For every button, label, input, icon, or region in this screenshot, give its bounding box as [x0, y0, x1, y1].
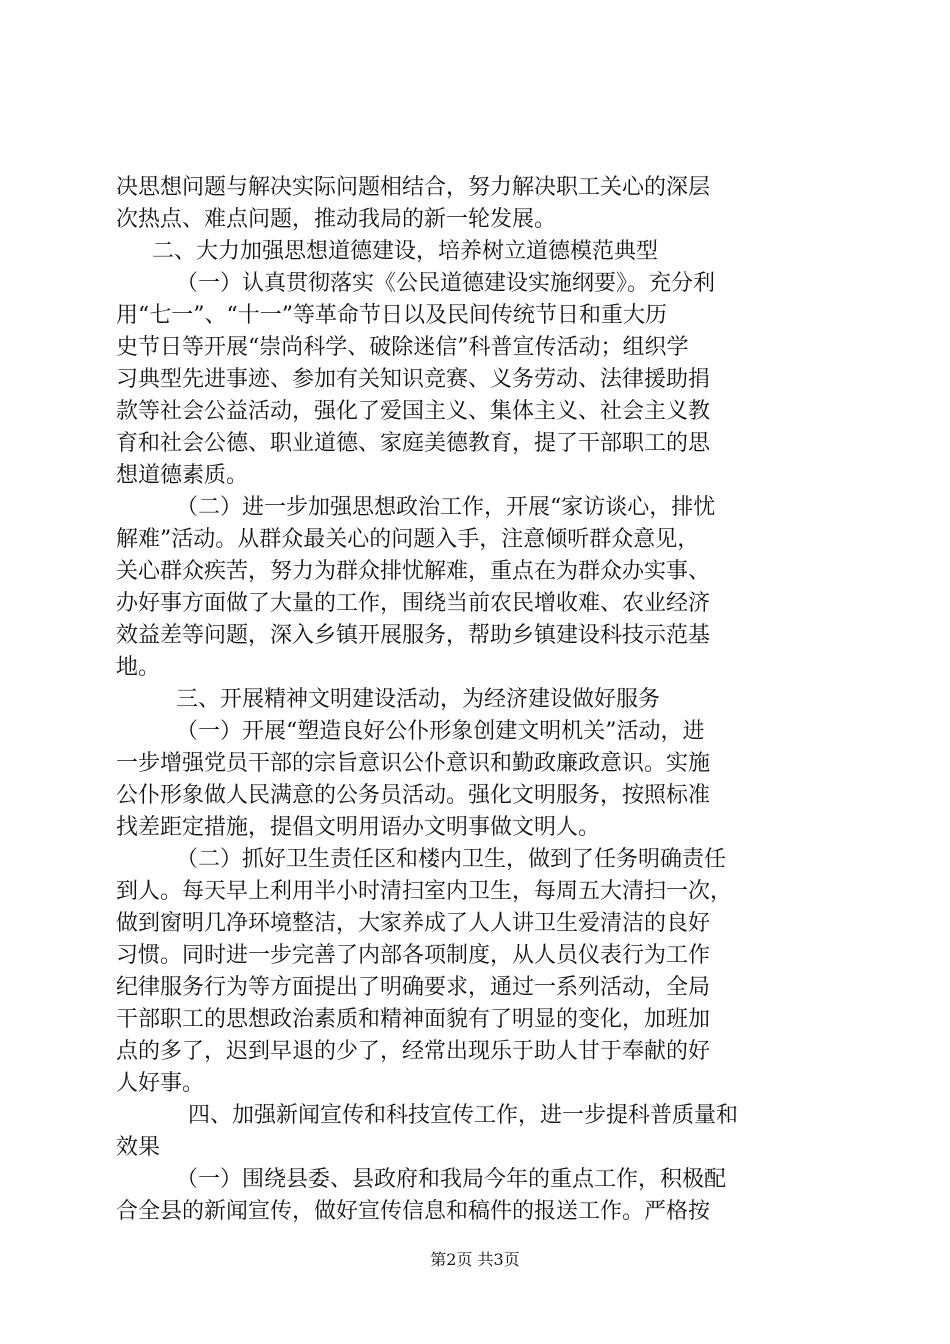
text-line: 习惯。同时进一步完善了内部各项制度，从人员仪表行为工作 [116, 943, 711, 968]
text-line: （一）开展“塑造良好公仆形象创建文明机关”活动，进 [176, 719, 705, 744]
text-line: 决思想问题与解决实际问题相结合，努力解决职工关心的深层 [116, 175, 711, 200]
text-line: 款等社会公益活动，强化了爱国主义、集体主义、社会主义教 [116, 399, 711, 424]
text-line: 效果 [116, 1135, 161, 1160]
text-line: 育和社会公德、职业道德、家庭美德教育，提了干部职工的思 [116, 431, 711, 456]
text-line: 公仆形象做人民满意的公务员活动。强化文明服务，按照标准 [116, 783, 711, 808]
page-footer: 第2页 共3页 [430, 1250, 520, 1269]
text-line: 人好事。 [116, 1071, 205, 1096]
text-line: 习典型先进事迹、参加有关知识竞赛、义务劳动、法律援助捐 [116, 367, 711, 392]
text-line: 想道德素质。 [116, 463, 249, 488]
text-line: 办好事方面做了大量的工作，围绕当前农民增收难、农业经济 [116, 591, 711, 616]
text-line: 一步增强党员干部的宗旨意识公仆意识和勤政廉政意识。实施 [116, 751, 711, 776]
text-line: 解难”活动。从群众最关心的问题入手，注意倾听群众意见， [116, 527, 700, 552]
text-line: （二）抓好卫生责任区和楼内卫生，做到了任务明确责任 [176, 847, 727, 872]
text-line: 干部职工的思想政治素质和精神面貌有了明显的变化，加班加 [116, 1007, 711, 1032]
text-line: 点的多了，迟到早退的少了，经常出现乐于助人甘于奉献的好 [116, 1039, 711, 1064]
text-line: 地。 [116, 655, 161, 680]
text-line: 纪律服务行为等方面提出了明确要求，通过一系列活动，全局 [116, 975, 711, 1000]
document-body [116, 172, 836, 1228]
text-line: 关心群众疾苦，努力为群众排忧解难，重点在为群众办实事、 [116, 559, 711, 584]
text-line: 二、大力加强思想道德建设，培养树立道德模范典型 [152, 239, 659, 264]
text-line: 三、开展精神文明建设活动，为经济建设做好服务 [176, 687, 661, 712]
text-line: 到人。每天早上利用半小时清扫室内卫生，每周五大清扫一次， [116, 879, 733, 904]
text-line: 效益差等问题，深入乡镇开展服务，帮助乡镇建设科技示范基 [116, 623, 711, 648]
text-line: （一）围绕县委、县政府和我局今年的重点工作，积极配 [176, 1167, 727, 1192]
text-line: 合全县的新闻宣传，做好宣传信息和稿件的报送工作。严格按 [116, 1199, 711, 1224]
text-line: 史节日等开展“崇尚科学、破除迷信”科普宣传活动；组织学 [116, 335, 689, 360]
text-line: 四、加强新闻宣传和科技宣传工作，进一步提科普质量和 [188, 1103, 739, 1128]
text-line: 用“七一”、“十一”等革命节日以及民间传统节日和重大历 [116, 303, 667, 328]
text-line: （一）认真贯彻落实《公民道德建设实施纲要》。充分利 [176, 271, 716, 296]
text-line: （二）进一步加强思想政治工作，开展“家访谈心，排忧 [176, 495, 716, 520]
text-line: 次热点、难点问题，推动我局的新一轮发展。 [116, 207, 557, 232]
text-line: 做到窗明几净环境整洁，大家养成了人人讲卫生爱清洁的良好 [116, 911, 711, 936]
text-line: 找差距定措施，提倡文明用语办文明事做文明人。 [116, 815, 601, 840]
